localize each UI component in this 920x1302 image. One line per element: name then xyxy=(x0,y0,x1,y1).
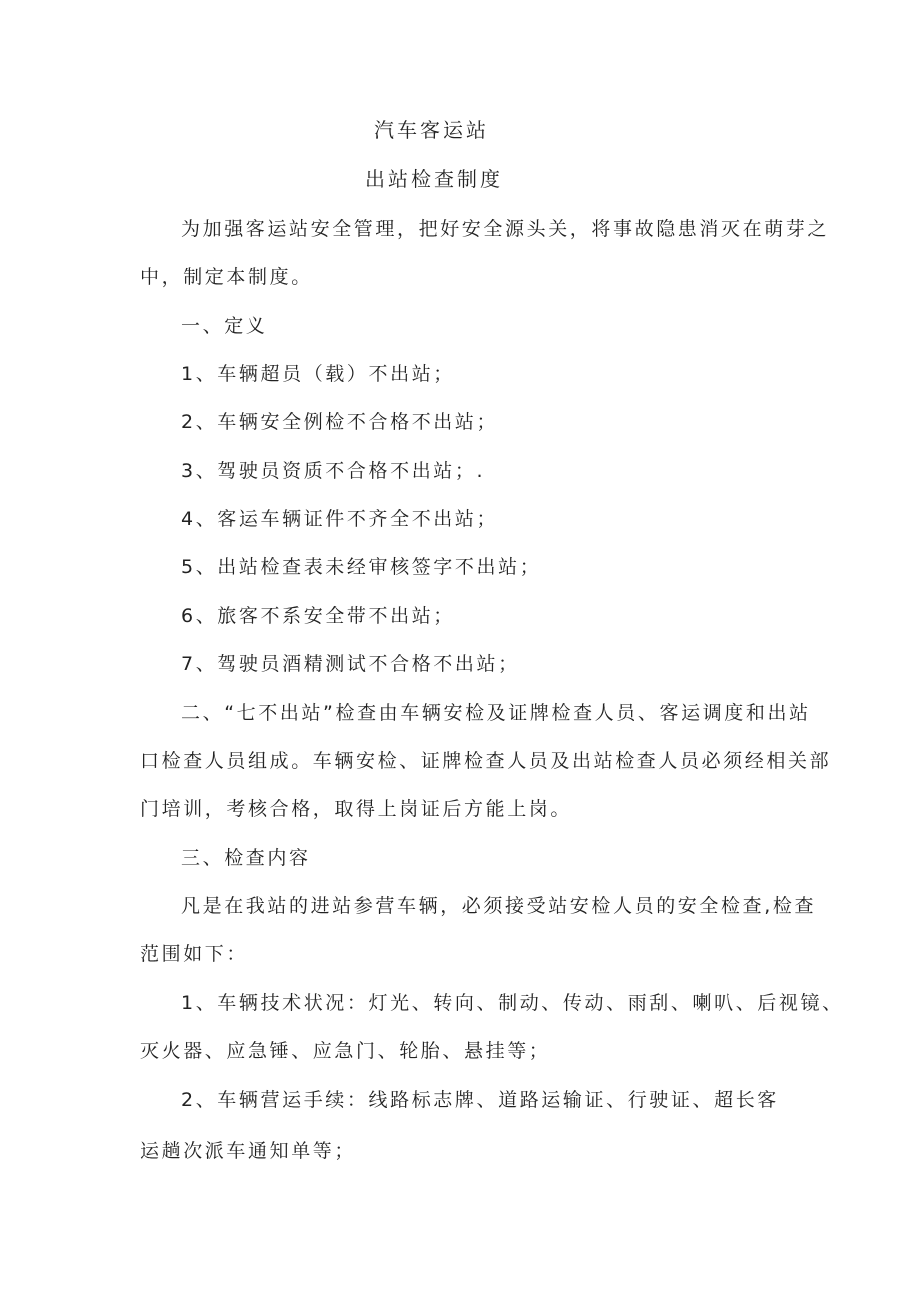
intro-line-2: 中，制定本制度。 xyxy=(140,266,313,288)
section1-item-6: 6、旅客不系安全带不出站； xyxy=(181,605,455,627)
section3-item2-line-1: 2、车辆营运手续：线路标志牌、道路运输证、行驶证、超长客 xyxy=(181,1089,779,1111)
section3-intro-line-2: 范围如下： xyxy=(140,943,249,965)
intro-line-1: 为加强客运站安全管理，把好安全源头关，将事故隐患消灭在萌芽之 xyxy=(181,218,830,240)
section1-item-4: 4、客运车辆证件不齐全不出站； xyxy=(181,508,499,530)
document-title: 汽车客运站 xyxy=(374,118,489,142)
section1-item-7: 7、驾驶员酒精测试不合格不出站； xyxy=(181,653,520,675)
section2-line-3: 门培训，考核合格，取得上岗证后方能上岗。 xyxy=(140,798,573,820)
section1-item-5: 5、出站检查表未经审核签字不出站； xyxy=(181,556,542,578)
document-subtitle: 出站检查制度 xyxy=(365,167,503,191)
section1-item-2: 2、车辆安全例检不合格不出站； xyxy=(181,411,499,433)
section3-item1-line-2: 灭火器、应急锤、应急门、轮胎、悬挂等； xyxy=(140,1040,551,1062)
section3-intro-line-1: 凡是在我站的进站参营车辆，必须接受站安检人员的安全检查,检查 xyxy=(181,895,817,917)
section1-item-3: 3、驾驶员资质不合格不出站；. xyxy=(181,460,486,482)
section3-item1-line-1: 1、车辆技术状况：灯光、转向、制动、传动、雨刮、喇叭、后视镜、 xyxy=(181,992,844,1014)
section2-line-2: 口检查人员组成。车辆安检、证牌检查人员及出站检查人员必须经相关部 xyxy=(140,750,832,772)
section2-line-1: 二、“七不出站”检查由车辆安检及证牌检查人员、客运调度和出站 xyxy=(181,702,811,724)
section3-heading: 三、检查内容 xyxy=(181,847,311,869)
section1-heading: 一、定义 xyxy=(181,315,268,337)
section1-item-1: 1、车辆超员（载）不出站； xyxy=(181,363,455,385)
section3-item2-line-2: 运趟次派车通知单等； xyxy=(140,1140,357,1162)
